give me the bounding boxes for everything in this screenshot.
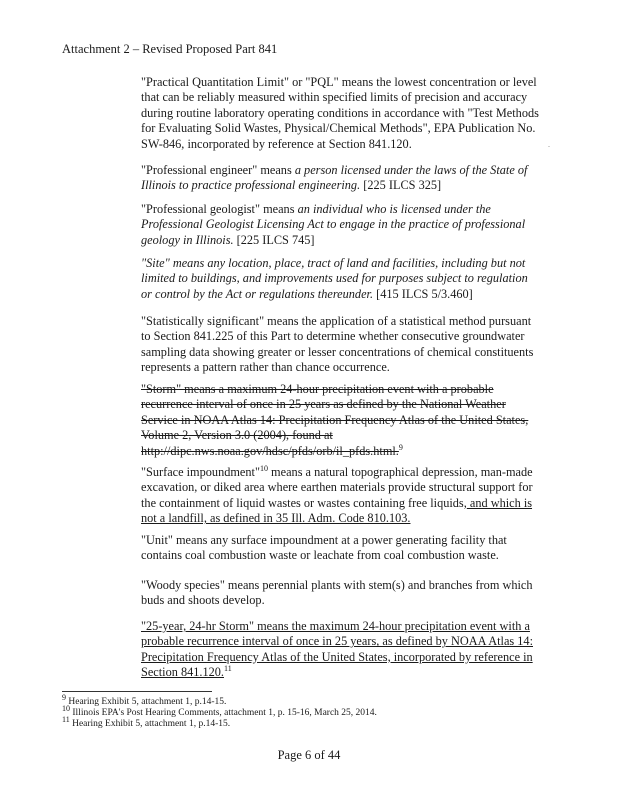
footnote-text: Illinois EPA's Post Hearing Comments, attachment 1, p. 15-16, March 25, 2014.: [72, 708, 377, 718]
footnote: [62, 692, 227, 708]
term: "Practical Quantitation Limit" or "PQL": [141, 75, 339, 89]
total-pages: 44: [327, 748, 341, 762]
definition-unit: [141, 533, 539, 564]
term: "Professional engineer": [141, 163, 258, 177]
current-page: 6: [305, 748, 312, 762]
definition-surface-impoundment: [141, 465, 539, 527]
margin-mark: .: [548, 140, 550, 149]
definition-site: [141, 256, 539, 302]
term: "Unit": [141, 533, 173, 547]
definition-storm-deleted: [141, 382, 539, 459]
statutory-text: "Site" means any location, place, tract of land and facilities, including but not limited to buildings, and improvements used for purposes subject to regulation or control by the Act or regulations thereunder.: [141, 256, 528, 301]
footnote-ref: 11: [224, 664, 232, 674]
citation: [225 ILCS 325]: [360, 178, 442, 193]
term: "Woody species": [141, 578, 225, 592]
footnote-ref: 10: [259, 463, 268, 473]
definition-statistically-significant: [141, 314, 539, 376]
footnote-separator: [62, 691, 212, 692]
term: "Surface impoundment": [141, 465, 260, 479]
footnote-number: 11: [62, 714, 70, 724]
citation: [415 ILCS 5/3.460]: [373, 286, 473, 301]
definition-text: means: [257, 163, 295, 177]
page-prefix: Page: [277, 748, 305, 762]
statutory-text: an individual who is licensed under the Professional Geologist Licensing Act to engage in the practice of professional geology in Illinois.: [141, 202, 526, 247]
definition-woody-species: [141, 578, 539, 609]
definition-text: means any surface impoundment at a power generating facility that contains coal combustion waste or leachate from coal combustion waste.: [141, 533, 507, 563]
definition-25-year-storm: [141, 619, 539, 681]
footnote-text: Hearing Exhibit 5, attachment 1, p.14-15.: [72, 719, 231, 729]
term: "Statistically significant": [141, 314, 265, 328]
footnote: [62, 714, 231, 730]
footnote-number: 9: [62, 692, 66, 702]
definition-professional-engineer: [141, 163, 539, 194]
footnote-text: Hearing Exhibit 5, attachment 1, p.14-15.: [68, 697, 227, 707]
page-header: Attachment 2 – Revised Proposed Part 841: [62, 42, 278, 56]
inserted-text: "25-year, 24-hr Storm" means the maximum 24-hour precipitation event with a probable recurrence interval of once in 25 years, as defined by NOAA Atlas 14: Precipitation Frequency Atlas of the United States, incorporated by reference in Section 841.120.: [141, 619, 533, 680]
definition-text: means the application of a statistical method pursuant to Section 841.225 of this Part to determine whether consecutive groundwater sampling data showing greater or lesser concentrations of chemical constituents represents a pattern rather than chance occurrence.: [141, 314, 534, 375]
footnote-number: 10: [62, 703, 70, 713]
definition-text: means perennial plants with stem(s) and branches from which buds and shoots develop.: [141, 578, 533, 608]
definition-pql: [141, 75, 539, 152]
footnote: [62, 703, 377, 719]
statutory-text: a person licensed under the laws of the State of Illinois to practice professional engineering.: [141, 163, 528, 193]
definition-text: means the lowest concentration or level that can be reliably measured within specified limits of precision and accuracy during routine laboratory operating conditions in accordance with "Test Methods for Evaluating Solid Wastes, Physical/Chemical Methods", EPA Publication No. SW-846, incorporated by reference at Section 841.120.: [141, 75, 539, 151]
citation: [225 ILCS 745]: [233, 232, 315, 247]
definition-professional-geologist: [141, 202, 539, 248]
definition-text: means a natural topographical depression, man-made excavation, or diked area where earthen materials provide structural support for the containment of liquid wastes or wastes containing free liquids,: [141, 465, 533, 510]
struck-text: "Storm" means a maximum 24-hour precipitation event with a probable recurrence interval of once in 25 years as defined by the National Weather Service in NOAA Atlas 14: Precipitation Frequency Atlas of the United States, Volume 2, Version 3.0 (2004), found at http://dipc.nws.noaa.gov/hdsc/pfds/orb/il_pfds.html.: [141, 382, 529, 458]
term: "Professional geologist": [141, 202, 260, 216]
page-number: [0, 748, 618, 763]
inserted-text: and which is not a landfill, as defined in 35 Ill. Adm. Code 810.103.: [141, 495, 533, 526]
footnote-ref: 9: [398, 442, 403, 452]
definition-text: means: [260, 202, 298, 216]
page-mid: of: [311, 748, 328, 762]
